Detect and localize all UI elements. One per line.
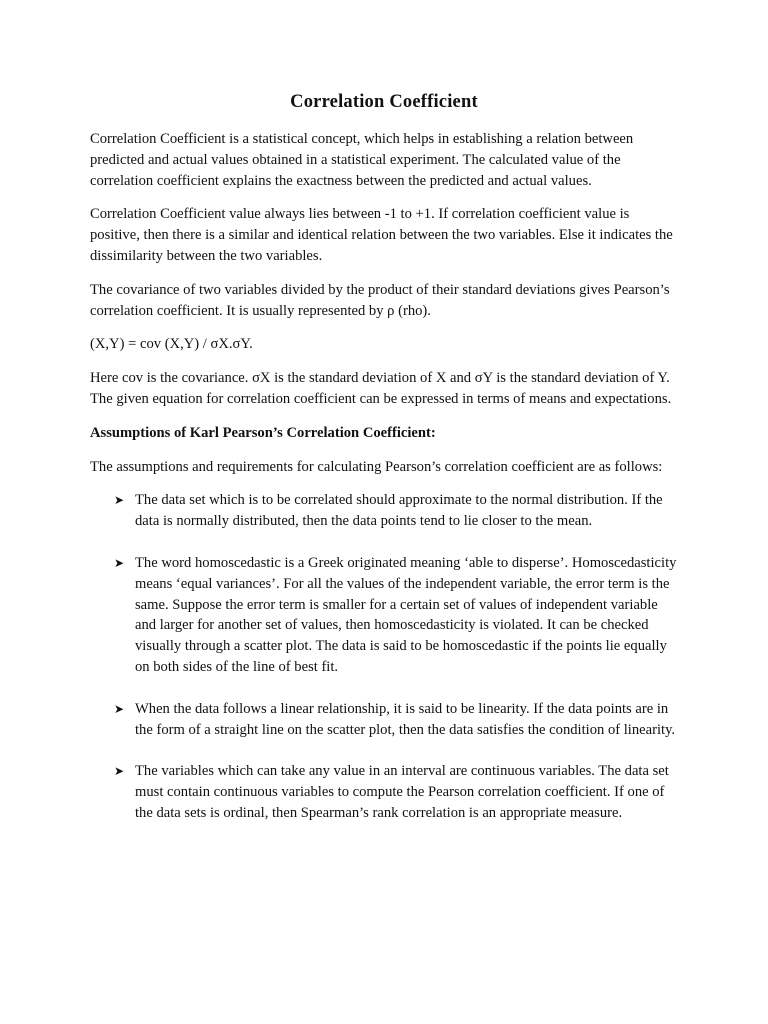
paragraph-covariance: The covariance of two variables divided by the product of their standard deviations gives Pearson’s correlation coefficient. It is usually represented by ρ (rho). [90, 281, 670, 319]
document-page [90, 92, 678, 845]
formula: (X,Y) = cov (X,Y) / σX.σY. [90, 336, 253, 353]
assumptions-list [90, 490, 678, 823]
paragraph-range: Correlation Coefficient value always lies between -1 to +1. If correlation coefficient value is positive, then there is a similar and identical relation between the two variables. Else it indicates the dissimilarity between the two variables. [90, 206, 673, 264]
paragraph-definition: Correlation Coefficient is a statistical concept, which helps in establishing a relation between predicted and actual values obtained in a statistical experiment. The calculated value of the correlation coefficient explains the exactness between the predicted and actual values. [90, 131, 634, 189]
list-item-text: The variables which can take any value in an interval are continuous variables. The data set must contain continuous variables to compute the Pearson correlation coefficient. If one of the data sets is ordinal, then Spearman’s rank correlation is an appropriate measure. [135, 763, 669, 821]
list-item-text: The word homoscedastic is a Greek originated meaning ‘able to disperse’. Homoscedasticity means ‘equal variances’. For all the values of the independent variable, the error term is the same. Suppose the error term is smaller for a certain set of values of independent variable and larger for another set of values, then homoscedasticity is violated. It can be checked visually through a scatter plot. The data is said to be homoscedastic if the points lie equally on both sides of the line of best fit. [135, 554, 677, 675]
paragraph-intro: The assumptions and requirements for calculating Pearson’s correlation coefficient are as follows: [90, 458, 663, 475]
list-item [90, 490, 678, 532]
paragraph-explanation: Here cov is the covariance. σX is the standard deviation of X and σY is the standard deviation of Y. The given equation for correlation coefficient can be expressed in terms of means and expectations. [90, 370, 672, 407]
section-heading: Assumptions of Karl Pearson’s Correlation Coefficient: [90, 424, 436, 441]
arrowhead-bullet-icon: ➤ [114, 701, 125, 716]
list-item [90, 761, 678, 823]
arrowhead-bullet-icon: ➤ [114, 493, 125, 508]
list-item [90, 699, 678, 741]
arrowhead-bullet-icon: ➤ [114, 764, 125, 779]
list-item [90, 553, 678, 678]
arrowhead-bullet-icon: ➤ [114, 555, 125, 570]
page-title: Correlation Coefficient [290, 92, 478, 112]
list-item-text: The data set which is to be correlated should approximate to the normal distribution. If the data is normally distributed, then the data points tend to lie closer to the mean. [135, 492, 663, 530]
list-item-text: When the data follows a linear relationship, it is said to be linearity. If the data points are in the form of a straight line on the scatter plot, then the data satisfies the condition of linearity. [135, 700, 676, 738]
